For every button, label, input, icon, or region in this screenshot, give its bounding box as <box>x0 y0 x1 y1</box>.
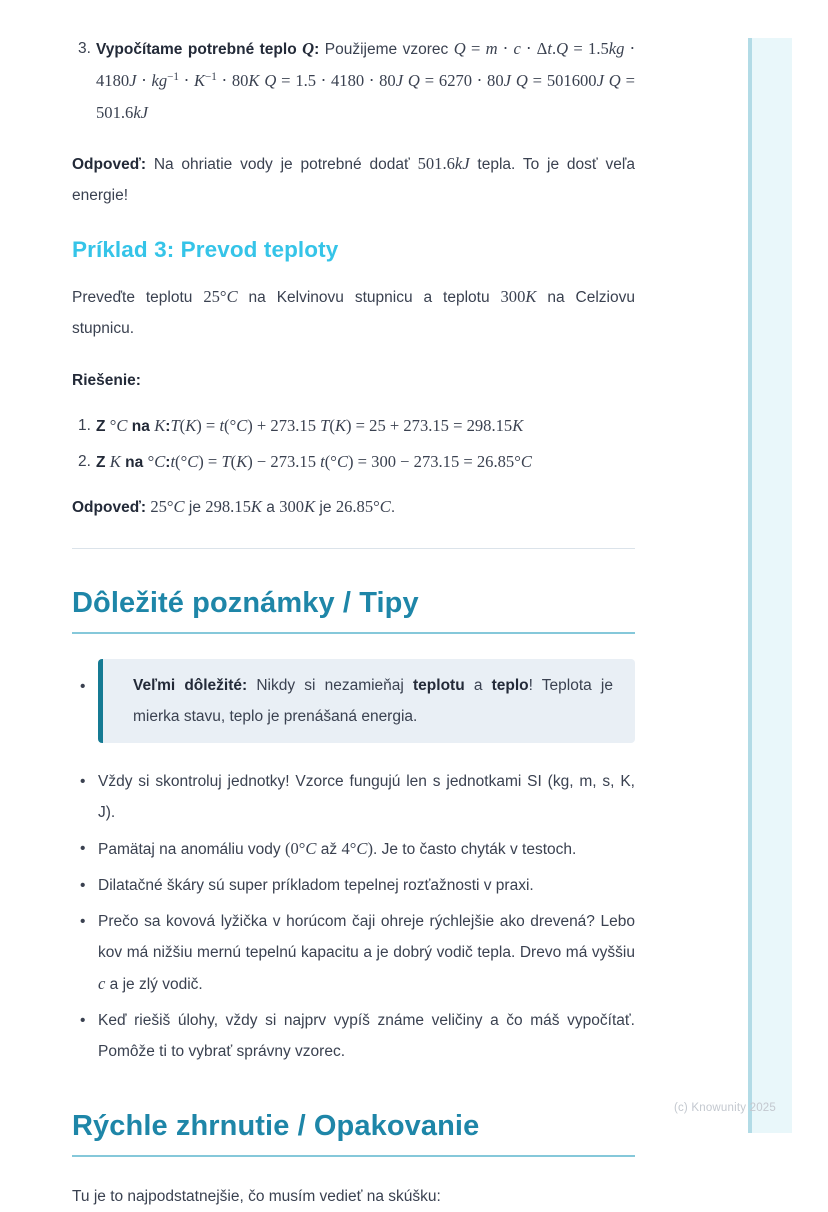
riesenie-label: Riešenie: <box>72 372 141 389</box>
solution-step-3 <box>72 33 635 129</box>
step-2-text: Z K na °C:t(°C) = T(K) − 273.15 t(°C) = 300 − 273.15 = 26.85°C <box>96 452 532 471</box>
bullet-icon: • <box>80 877 86 894</box>
list-item <box>72 446 635 478</box>
section-divider <box>72 548 635 549</box>
bullet-icon: • <box>80 773 86 790</box>
page-edge-highlight-fill <box>752 38 792 1133</box>
bullet-icon: • <box>80 913 86 930</box>
step-1-text: Z °C na K:T(K) = t(°C) + 273.15 T(K) = 25 + 273.15 = 298.15K <box>96 416 524 435</box>
ordered-list-marker: 3. <box>78 40 91 57</box>
answer-paragraph-heat: Odpoveď: Na ohriatie vody je potrebné dodať 501.6kJ tepla. To je dosť veľa energie! <box>72 154 635 204</box>
list-item <box>72 870 635 901</box>
important-callout: Veľmi dôležité: Nikdy si nezamieňaj teplotu a teplo! Teplota je mierka stavu, teplo je prenášaná energia. <box>98 659 635 743</box>
tip-text: Prečo sa kovová lyžička v horúcom čaji ohreje rýchlejšie ako drevená? Lebo kov má nižšiu mernú tepelnú kapacitu a je dobrý vodič tepla. Drevo má vyššiu c a je zlý vodič. <box>98 913 635 993</box>
tip-text: Pamätaj na anomáliu vody (0°C až 4°C). Je to často chyták v testoch. <box>98 839 577 858</box>
major-heading-notes: Dôležité poznámky / Tipy <box>72 585 635 634</box>
list-item <box>72 1005 635 1067</box>
section-heading-priklad-3: Príklad 3: Prevod teploty <box>72 237 339 262</box>
tips-list <box>72 766 635 1067</box>
important-callout-item <box>72 659 635 743</box>
bullet-icon: • <box>80 840 86 857</box>
conversion-steps-list <box>72 410 635 478</box>
ordered-list-marker: 2. <box>78 453 91 470</box>
major-heading-summary: Rýchle zhrnutie / Opakovanie <box>72 1108 635 1157</box>
list-item <box>72 906 635 1000</box>
list-item <box>72 766 635 828</box>
solution-step-3-text: Vypočítame potrebné teplo Q: Použijeme vzorec $Q = m \cdot c \cdot \Delta t.Q = 1.5kg \cdot 4180J \cdot kg^{-1} \cdot K^{-1} \cdot 80K$ Q = 1.5 ⋅ 4180 ⋅ 80J Q = 6270 ⋅ 80J Q = 501600J Q = 501.6kJ <box>96 39 635 122</box>
page-edge-highlight-line <box>748 38 752 1133</box>
bullet-icon: • <box>80 678 86 695</box>
ordered-list-marker: 1. <box>78 417 91 434</box>
copyright-footer: (c) Knowunity 2025 <box>673 1102 776 1114</box>
tip-text: Vždy si skontroluj jednotky! Vzorce fungujú len s jednotkami SI (kg, m, s, K, J). <box>98 773 635 821</box>
list-item <box>72 833 635 865</box>
answer-paragraph-conversion: Odpoveď: 25°C je 298.15K a 300K je 26.85°C. <box>72 497 396 516</box>
example-3-intro: Preveďte teplotu 25°C na Kelvinovu stupnicu a teplotu 300K na Celziovu stupnicu. <box>72 287 635 337</box>
summary-intro: Tu je to najpodstatnejšie, čo musím vedieť na skúšku: <box>72 1188 441 1205</box>
bullet-icon: • <box>80 1012 86 1029</box>
list-item <box>72 410 635 442</box>
document-content <box>72 0 635 1212</box>
tip-text: Dilatačné škáry sú super príkladom tepelnej rozťažnosti v praxi. <box>98 877 534 894</box>
tip-text: Keď riešiš úlohy, vždy si najprv vypíš známe veličiny a čo máš vypočítať. Pomôže ti to vybrať správny vzorec. <box>98 1012 635 1060</box>
